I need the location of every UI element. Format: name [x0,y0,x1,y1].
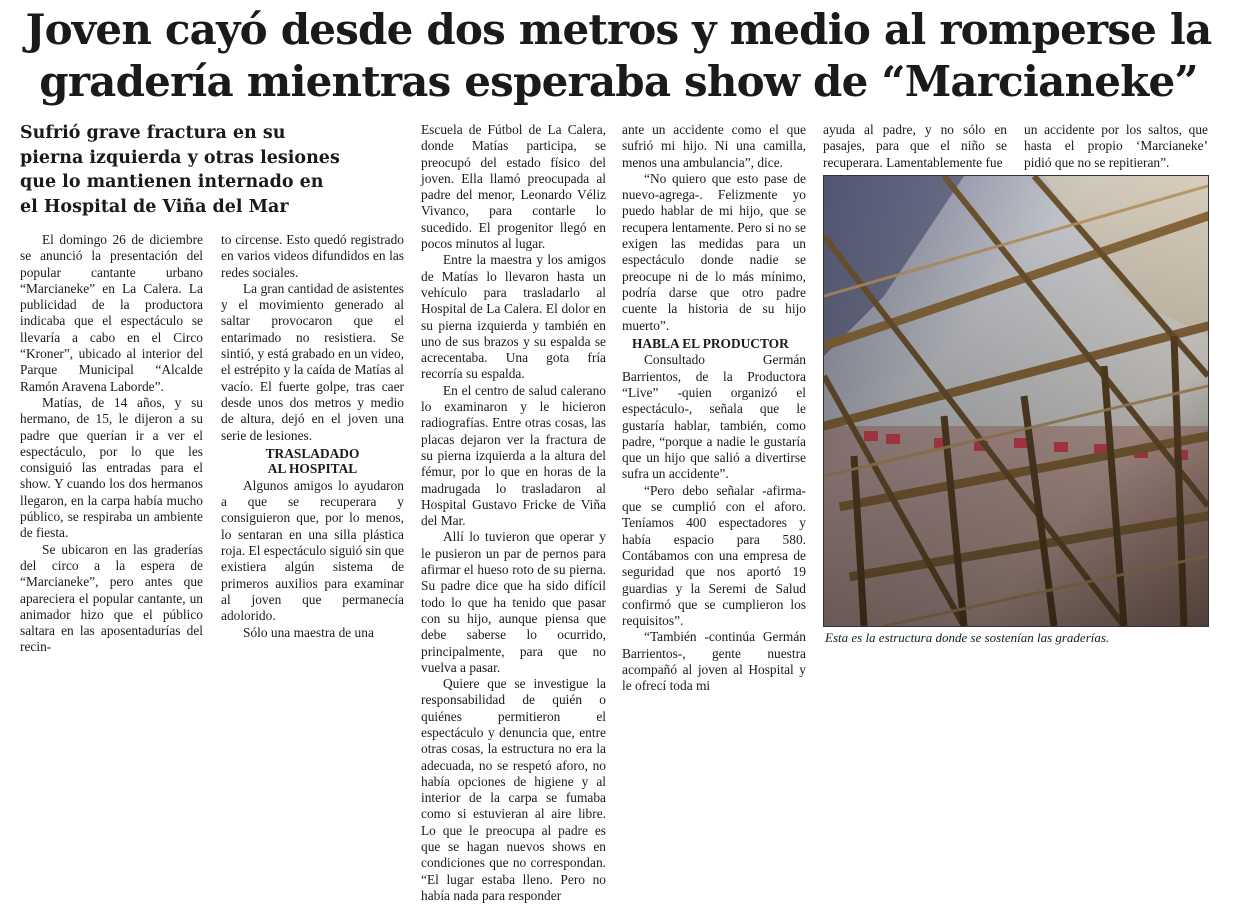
photo-caption: Esta es la estructura donde se sostenían las graderías. [825,630,1110,645]
column-2 [221,232,404,641]
section-subtitle-line-2: AL HOSPITAL [267,461,358,477]
column-6-top [1024,122,1208,171]
paragraph: to circense. Esto quedó registrado en varios videos difundidos en las redes sociales. [221,232,404,280]
section-subtitle-line-1: TRASLADADO [265,445,360,461]
paragraph: Allí lo tuvieron que operar y le pusieron un par de pernos para afirmar el hueso roto de su pierna. Su padre dice que ha sido difícil todo lo que ha tenido que pasar con su hijo, aunque piensa que debe saberse lo ocurrido, principalmente, para que no vuelva a pasar. [421,529,606,675]
column-3 [421,122,606,904]
paragraph: Se ubicaron en las graderías del circo a la espera de “Marcianeke”, pero antes que apareciera el popular cantante, un animador hizo que el público saltara en las aposentadurías del recin- [20,541,203,655]
paragraph: Quiere que se investigue la responsabilidad de quién o quiénes permitieron el espectáculo y denuncia que, entre otras cosas, la estructura no era la adecuada, no se respetó aforo, no había opciones de higiene y al interior de la carpa se fumaba como si estuvieran al aire libre. Lo que le preocupa al padre es que se hagan nuevos shows en condiciones que no correspondan. “El lugar estaba lleno. Pero no había nada para responder [421,676,606,903]
paragraph: ayuda al padre, y no sólo en pasajes, para que el niño se recuperara. Lamentablemente fue [823,122,1007,170]
paragraph: El domingo 26 de diciembre se anunció la presentación del popular cantante urbano “Marcianeke” en La Calera. La publicidad de la productora indicaba que el espectáculo se llevaría a cabo en el Circo “Kroner”, ubicado al interior del Parque Municipal “Alcalde Ramón Aravena Laborde”. [20,232,203,394]
paragraph: Algunos amigos lo ayudaron a que se recuperara y consiguieron que, por lo menos, lo sentaran en una silla plástica roja. El espectáculo siguió sin que existiera algún sistema de primeros auxilios para examinar al joven que permanecía adolorido. [221,477,404,624]
paragraph: Matías, de 14 años, y su hermano, de 15, le dijeron a su padre que querían ir a ver el espectáculo, por lo que les consiguió las entradas para el show. Y cuando los dos hermanos llegaron, en la carpa había mucho público, se respiraba un ambiente de fiesta. [20,394,203,541]
paragraph: “También -continúa Germán Barrientos-, gente nuestra acompañó al joven al Hospital y le ofrecí toda mi [622,629,806,694]
paragraph: “Pero debo señalar -afirma- que se cumplió con el aforo. Teníamos 400 espectadores y había espacio para 580. Contábamos con una empresa de seguridad que nos aportó 19 guardias y la Seremi de Salud confirmó que se cumplieron los requisitos”. [622,482,806,629]
column-4 [622,122,806,695]
paragraph: En el centro de salud calerano lo examinaron y le hicieron radiografías. Entre otras cosas, las placas dejaron ver la fractura de su pierna izquierda a la altura del fémur, por lo que en horas de la madrugada lo trasladaron al Hospital Gustavo Fricke de Viña del Mar. [421,382,606,529]
paragraph: Consultado Germán Barrientos, de la Productora “Live” -quien organizó el espectáculo-, señala que le gustaría hablar, también, como padre, “porque a nadie le gustaría que un hijo que salió a divertirse sufra un accidente”. [622,352,806,482]
headline [20,4,1217,108]
section-subtitle [221,446,404,477]
paragraph: Sólo una maestra de una [243,624,374,640]
subheadline: Sufrió grave fractura en su pierna izquierda y otras lesiones que lo mantienen internado en el Hospital de Viña del Mar [20,123,340,217]
column-1 [20,232,203,656]
paragraph: ante un accidente como el que sufrió mi hijo. Ni una camilla, menos una ambulancia”, dice. [622,122,806,170]
headline-line-1: Joven cayó desde dos metros y medio al romperse la [25,5,1212,54]
column-5-top [823,122,1007,171]
headline-line-2: gradería mientras esperaba show de “Marcianeke” [39,57,1198,106]
paragraph: “No quiero que esto pase de nuevo-agrega-. Felizmente yo puedo hablar de mi hijo, que se recupera lentamente. Pero si no se exigen las medidas para un espectáculo donde nadie se preocupe ni de lo más mínimo, podría darse que otro padre cuente la historia de su hijo muerto”. [622,170,806,333]
paragraph: Escuela de Fútbol de La Calera, donde Matías participa, se preocupó del estado físico del joven. Ella llamó preocupada al padre del menor, Leonardo Véliz Vivanco, para contarle lo sucedido. El progenitor llegó en pocos minutos al lugar. [421,122,606,252]
section-subtitle: HABLA EL PRODUCTOR [632,335,789,351]
photo-bleacher-structure [823,175,1209,627]
paragraph: Entre la maestra y los amigos de Matías lo llevaron hasta un vehículo para trasladarlo al Hospital de La Calera. El dolor en su pierna izquierda y también en uno de sus brazos y su espalda se acrecentaba. Una gota fría recorría su espalda. [421,252,606,382]
paragraph: La gran cantidad de asistentes y el movimiento generado al saltar provocaron que el entarimado no resistiera. Se sintió, y está grabado en un video, el estrépito y la caída de Matías al vacío. El fuerte golpe, tras caer desde unos dos metros y medio de altura, dejó en el joven una serie de lesiones. [221,280,404,443]
paragraph: un accidente por los saltos, que hasta el propio ‘Marcianeke’ pidió que no se repitieran”. [1024,122,1208,170]
